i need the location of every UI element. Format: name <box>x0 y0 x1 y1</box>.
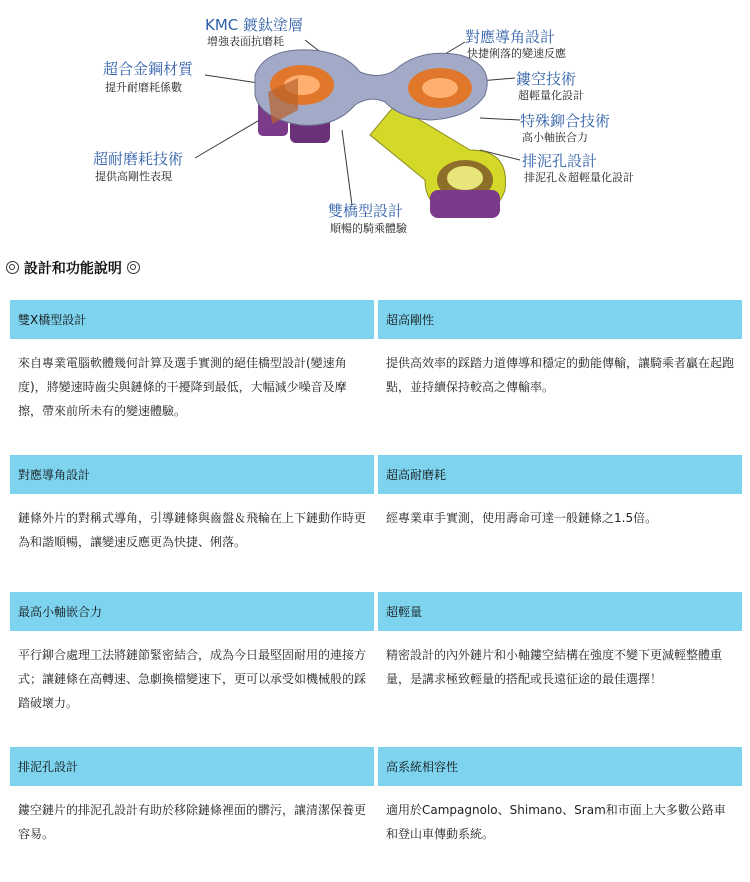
callout-sub: 快捷俐落的變速反應 <box>467 47 566 60</box>
feature-title: 超高耐磨耗 <box>378 455 742 494</box>
section-heading-text: 設計和功能說明 <box>23 261 122 277</box>
feature-description: 鏈條外片的對稱式導角，引導鏈條與齒盤＆飛輪在上下鏈動作時更為和諧順暢，讓變速反應更為快捷、俐落。 <box>18 511 367 549</box>
feature-description: 鏤空鏈片的排泥孔設計有助於移除鏈條裡面的髒污，讓清潔保養更容易。 <box>18 803 367 841</box>
callout-sub: 排泥孔＆超輕量化設計 <box>524 171 634 184</box>
chain-diagram <box>0 0 750 245</box>
feature-title: 最高小軸嵌合力 <box>10 592 374 631</box>
callout-sub: 增強表面抗磨耗 <box>207 35 284 48</box>
table-row <box>10 786 742 882</box>
feature-title: 雙X橋型設計 <box>10 300 374 339</box>
table-row <box>10 339 742 455</box>
feature-description: 提供高效率的踩踏力道傳導和穩定的動能傳輸，讓騎乘者贏在起跑點，並持續保持較高之傳輸率。 <box>386 356 735 394</box>
callout-title: KMC 鍍鈦塗層 <box>205 16 304 34</box>
feature-title: 高系統相容性 <box>378 747 742 786</box>
feature-table <box>6 300 746 882</box>
callout-title: 超合金鋼材質 <box>103 60 194 78</box>
section-heading <box>6 258 140 278</box>
callout-title: 對應導角設計 <box>465 28 556 46</box>
table-row <box>10 747 742 786</box>
callout-sub: 順暢的騎乘體驗 <box>330 222 407 235</box>
table-row <box>10 592 742 631</box>
feature-description: 精密設計的內外鏈片和小軸鏤空結構在強度不變下更減輕整體重量，是講求極致輕量的搭配或長遠征途的最佳選擇！ <box>386 648 723 686</box>
callout-sub: 高小軸嵌合力 <box>522 131 588 144</box>
feature-title: 超高剛性 <box>378 300 742 339</box>
feature-title: 排泥孔設計 <box>10 747 374 786</box>
bullet-circle-icon <box>127 261 140 274</box>
table-row <box>10 631 742 747</box>
callout-sub: 提供高剛性表現 <box>95 170 172 183</box>
callout-title: 雙橋型設計 <box>328 202 404 220</box>
feature-description: 平行鉚合處理工法將鏈節緊密結合，成為今日最堅固耐用的連接方式；讓鏈條在高轉速、急劇換檔變速下，更可以承受如機械般的踩踏破壞力。 <box>18 648 367 710</box>
table-row <box>10 300 742 339</box>
callout-title: 超耐磨耗技術 <box>93 150 184 168</box>
callout-sub: 提升耐磨耗係數 <box>105 81 182 94</box>
callout-title: 鏤空技術 <box>516 70 577 88</box>
table-row <box>10 494 742 592</box>
callout-sub: 超輕量化設計 <box>518 89 584 102</box>
feature-description: 經專業車手實測，使用壽命可達一般鏈條之1.5倍。 <box>386 511 658 525</box>
feature-description: 適用於Campagnolo、Shimano、Sram和市面上大多數公路車和登山車傳動系統。 <box>386 803 726 841</box>
bullet-circle-icon <box>6 261 19 274</box>
feature-description: 來自專業電腦軟體幾何計算及選手實測的絕佳橋型設計(變速角度)，將變速時齒尖與鏈條的干擾降到最低，大幅減少噪音及摩擦，帶來前所未有的變速體驗。 <box>18 356 347 418</box>
callout-title: 特殊鉚合技術 <box>520 112 611 130</box>
feature-title: 超輕量 <box>378 592 742 631</box>
callout-title: 排泥孔設計 <box>522 152 598 170</box>
feature-title: 對應導角設計 <box>10 455 374 494</box>
table-row <box>10 455 742 494</box>
